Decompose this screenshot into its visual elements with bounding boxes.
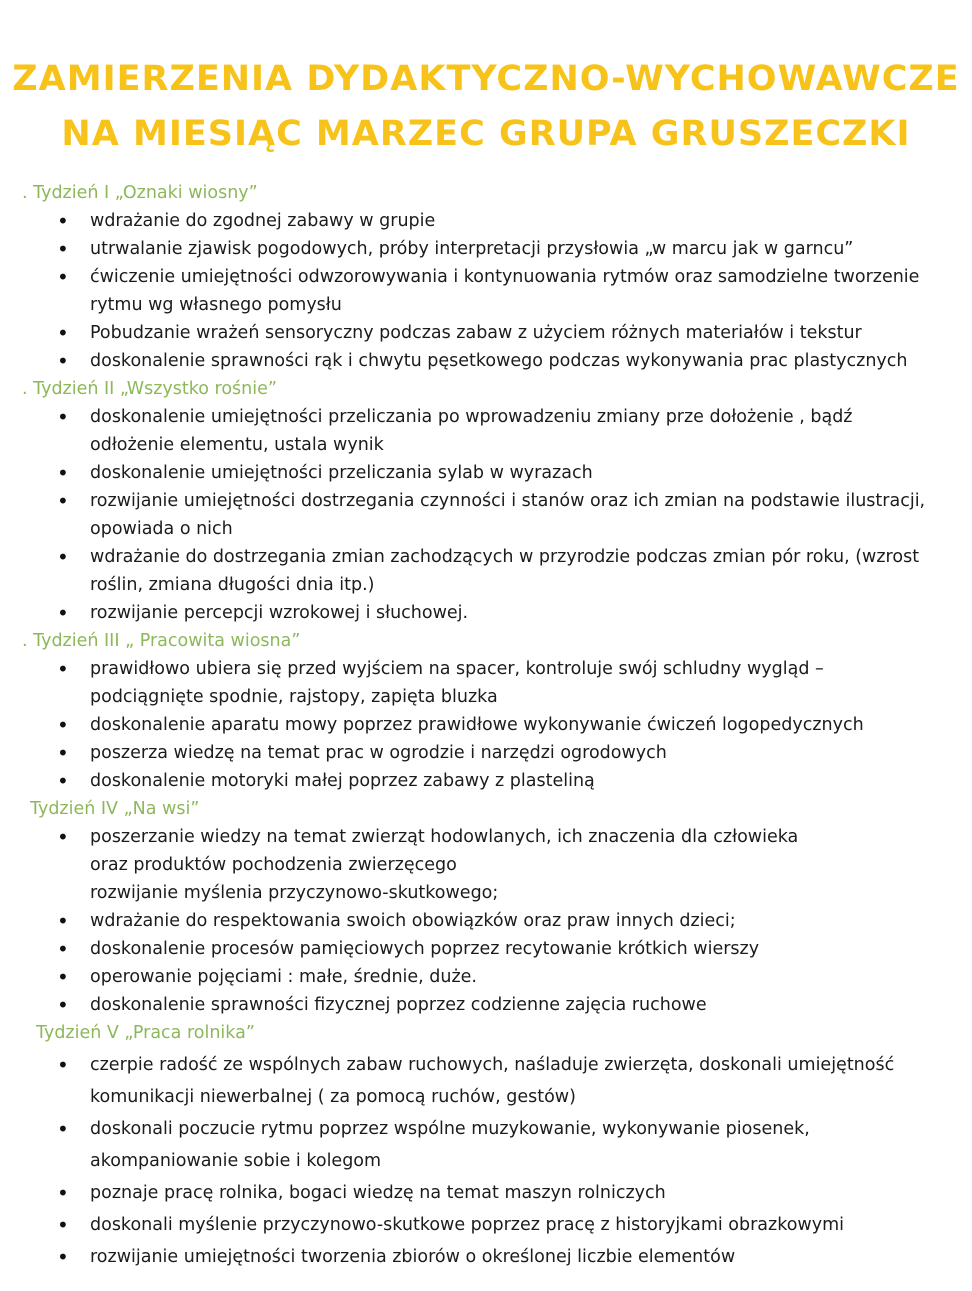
week-4 xyxy=(0,795,972,1019)
week-2 xyxy=(0,375,972,627)
week-1 xyxy=(0,179,972,375)
title-line-2: NA MIESIĄC MARZEC GRUPA GRUSZECZKI xyxy=(61,114,911,154)
list-item: • doskonalenie umiejętności przeliczania sylab w wyrazach xyxy=(0,459,972,487)
title-line-1: ZAMIERZENIA DYDAKTYCZNO-WYCHOWAWCZE xyxy=(12,59,960,99)
week-5 xyxy=(0,1019,972,1273)
list-item: • doskonalenie aparatu mowy poprzez prawidłowe wykonywanie ćwiczeń logopedycznych xyxy=(0,711,972,739)
list-item-continuation: oraz produktów pochodzenia zwierzęcego xyxy=(90,855,457,875)
list-item: • poszerza wiedzę na temat prac w ogrodzie i narzędzi ogrodowych xyxy=(0,739,972,767)
list-item: • prawidłowo ubiera się przed wyjściem na spacer, kontroluje swój schludny wygląd – podciągnięte spodnie, rajstopy, zapięta bluzka xyxy=(0,655,972,711)
list-item-continuation: rozwijanie myślenia przyczynowo-skutkowego; xyxy=(90,883,499,903)
list-item: • ćwiczenie umiejętności odwzorowywania i kontynuowania rytmów oraz samodzielne tworzenie rytmu wg własnego pomysłu xyxy=(0,263,972,319)
week-2-heading: . Tydzień II „Wszystko rośnie” xyxy=(22,379,277,399)
week-2-list xyxy=(0,403,972,627)
list-item: • doskonalenie sprawności rąk i chwytu pęsetkowego podczas wykonywania prac plastycznych xyxy=(0,347,972,375)
list-item: • poszerzanie wiedzy na temat zwierząt hodowlanych, ich znaczenia dla człowieka xyxy=(0,823,972,851)
page-title xyxy=(0,52,972,162)
list-item: • rozwijanie umiejętności dostrzegania czynności i stanów oraz ich zmian na podstawie ilustracji, opowiada o nich xyxy=(0,487,972,543)
list-item: • doskonalenie sprawności fizycznej poprzez codzienne zajęcia ruchowe xyxy=(0,991,972,1019)
list-item: • utrwalanie zjawisk pogodowych, próby interpretacji przysłowia „w marcu jak w garncu” xyxy=(0,235,972,263)
week-3 xyxy=(0,627,972,795)
list-item: • wdrażanie do zgodnej zabawy w grupie xyxy=(0,207,972,235)
week-5-list xyxy=(0,1049,972,1273)
list-item: • doskonalenie umiejętności przeliczania po wprowadzeniu zmiany prze dołożenie , bądź odłożenie elementu, ustala wynik xyxy=(0,403,972,459)
list-item: • doskonalenie procesów pamięciowych poprzez recytowanie krótkich wierszy xyxy=(0,935,972,963)
week-5-heading: Tydzień V „Praca rolnika” xyxy=(36,1023,255,1043)
list-item: • czerpie radość ze wspólnych zabaw ruchowych, naśladuje zwierzęta, doskonali umiejętność komunikacji niewerbalnej ( za pomocą ruchów, gestów) xyxy=(0,1049,972,1113)
list-item: • poznaje pracę rolnika, bogaci wiedzę na temat maszyn rolniczych xyxy=(0,1177,972,1209)
week-4-list xyxy=(0,823,972,1019)
weekly-plan xyxy=(0,179,972,1273)
week-1-list xyxy=(0,207,972,375)
week-4-heading: Tydzień IV „Na wsi” xyxy=(30,799,200,819)
list-item: • wdrażanie do respektowania swoich obowiązków oraz praw innych dzieci; xyxy=(0,907,972,935)
week-3-heading: . Tydzień III „ Pracowita wiosna” xyxy=(22,631,301,651)
week-1-heading: . Tydzień I „Oznaki wiosny” xyxy=(22,183,258,203)
list-item: • operowanie pojęciami : małe, średnie, duże. xyxy=(0,963,972,991)
list-item: • Pobudzanie wrażeń sensoryczny podczas zabaw z użyciem różnych materiałów i tekstur xyxy=(0,319,972,347)
week-3-list xyxy=(0,655,972,795)
list-item: • doskonali poczucie rytmu poprzez wspólne muzykowanie, wykonywanie piosenek, akompaniowanie sobie i kolegom xyxy=(0,1113,972,1177)
list-item: • rozwijanie percepcji wzrokowej i słuchowej. xyxy=(0,599,972,627)
list-item: • wdrażanie do dostrzegania zmian zachodzących w przyrodzie podczas zmian pór roku, (wzrost roślin, zmiana długości dnia itp.) xyxy=(0,543,972,599)
list-item: • doskonalenie motoryki małej poprzez zabawy z plasteliną xyxy=(0,767,972,795)
list-item: • doskonali myślenie przyczynowo-skutkowe poprzez pracę z historyjkami obrazkowymi xyxy=(0,1209,972,1241)
list-item: • rozwijanie umiejętności tworzenia zbiorów o określonej liczbie elementów xyxy=(0,1241,972,1273)
